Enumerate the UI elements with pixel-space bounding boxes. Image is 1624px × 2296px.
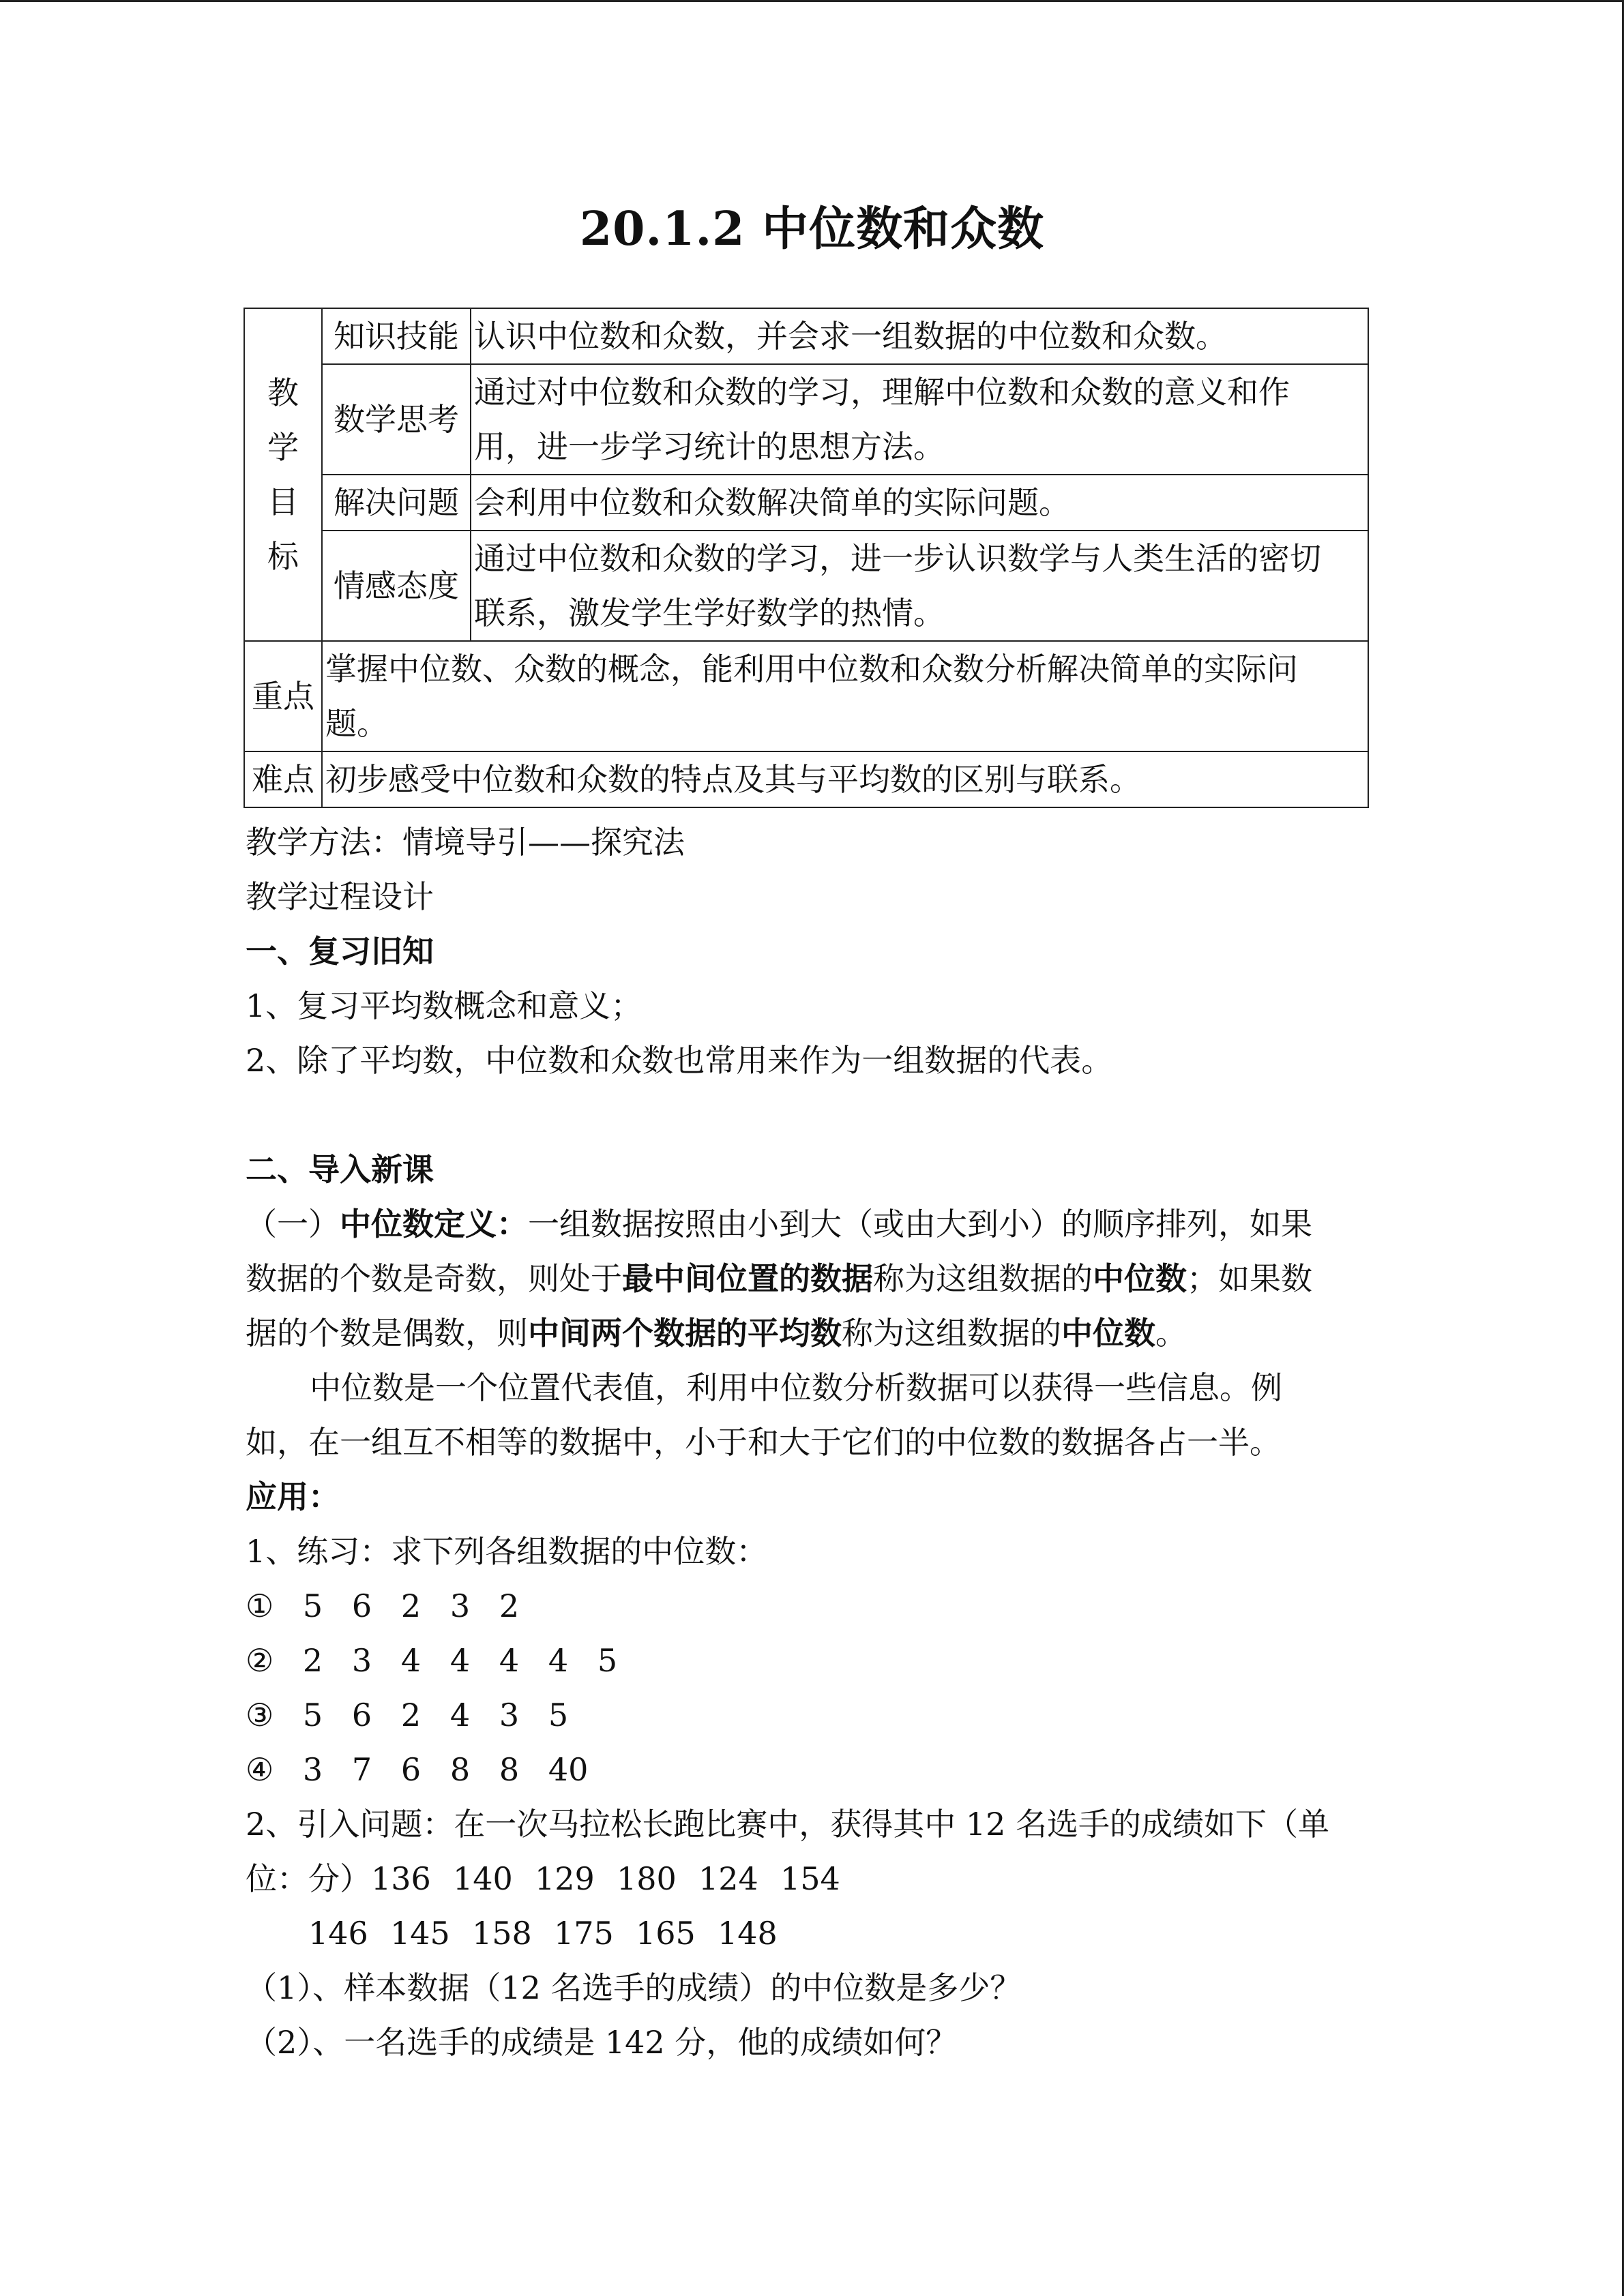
data-value: 5 (302, 1587, 323, 1624)
definition-text: 称为这组数据的 (873, 1260, 1093, 1297)
exercise-row (246, 1579, 1364, 1633)
definition-emphasis: 中位数 (1061, 1315, 1155, 1352)
page-border-top (0, 0, 1624, 2)
table-row (244, 475, 1368, 531)
key-point-line: 题。 (325, 705, 388, 742)
definition-text: 一组数据按照由小到大（或由大到小）的顺序排列，如果 (528, 1206, 1312, 1242)
table-row (244, 531, 1368, 641)
definition-text: 据的个数是偶数，则 (246, 1315, 528, 1352)
goal-content-line: 会利用中位数和众数解决简单的实际问题。 (474, 484, 1070, 521)
section-heading: 二、导入新课 (246, 1151, 434, 1188)
teaching-goals-table (243, 308, 1369, 808)
data-value: 3 (302, 1751, 323, 1788)
definition-emphasis: 中间两个数据的平均数 (528, 1315, 842, 1352)
circled-number: ③ (246, 1697, 274, 1733)
data-value: 6 (351, 1587, 372, 1624)
key-point-content (322, 641, 1368, 751)
teaching-method: 教学方法：情境导引——探究法 (246, 824, 685, 861)
definition-text: 数据的个数是奇数，则处于 (246, 1260, 622, 1297)
scores-row (246, 1906, 1364, 1960)
score-value: 180 (617, 1860, 677, 1897)
data-value: 8 (499, 1751, 520, 1788)
data-value: 5 (548, 1697, 569, 1733)
data-value: 2 (499, 1587, 520, 1624)
exercise-row (246, 1688, 1364, 1742)
table-row (244, 751, 1368, 807)
table-row (244, 308, 1368, 364)
score-value: 148 (718, 1915, 778, 1952)
side-char: 学 (267, 429, 299, 466)
definition-text: ；如果数 (1187, 1260, 1312, 1297)
key-point-label: 重点 (244, 641, 322, 751)
question-line: （2）、一名选手的成绩是 142 分，他的成绩如何？ (246, 2024, 958, 2061)
table-row (244, 641, 1368, 751)
definition-emphasis: 中位数 (1093, 1260, 1187, 1297)
score-value: 124 (698, 1860, 758, 1897)
goal-label: 数学思考 (322, 364, 471, 475)
process-heading: 教学过程设计 (246, 878, 434, 915)
exercise-title: 1、练习：求下列各组数据的中位数： (246, 1533, 768, 1570)
data-value: 5 (597, 1642, 618, 1679)
problem-line: 2、引入问题：在一次马拉松长跑比赛中，获得其中 12 名选手的成绩如下（单 (246, 1806, 1330, 1843)
definition-line (246, 1251, 1364, 1306)
score-value: 140 (453, 1860, 513, 1897)
goal-content-line: 认识中位数和众数，并会求一组数据的中位数和众数。 (474, 318, 1227, 355)
difficult-point-line: 初步感受中位数和众数的特点及其与平均数的区别与联系。 (325, 761, 1141, 798)
data-value: 4 (548, 1642, 569, 1679)
goal-label: 情感态度 (322, 531, 471, 641)
goal-content-line: 通过对中位数和众数的学习，理解中位数和众数的意义和作 (474, 374, 1290, 411)
circled-number: ② (246, 1642, 274, 1679)
section-heading: 一、复习旧知 (246, 933, 434, 970)
exercise-row (246, 1742, 1364, 1797)
definition-emphasis: 最中间位置的数据 (622, 1260, 873, 1297)
goal-content-line: 用，进一步学习统计的思想方法。 (474, 428, 945, 465)
question-line: （1）、样本数据（12 名选手的成绩）的中位数是多少？ (246, 1969, 1022, 2006)
apply-heading: 应用： (246, 1478, 340, 1515)
data-value: 2 (400, 1697, 422, 1733)
exercise-row (246, 1633, 1364, 1688)
data-value: 8 (449, 1751, 471, 1788)
goal-content (471, 364, 1368, 475)
data-value: 3 (351, 1642, 372, 1679)
key-point-line: 掌握中位数、众数的概念，能利用中位数和众数分析解决简单的实际问 (325, 651, 1298, 687)
list-item: 1、复习平均数概念和意义； (246, 987, 643, 1024)
table-row (244, 364, 1368, 475)
goal-content-line: 通过中位数和众数的学习，进一步认识数学与人类生活的密切 (474, 540, 1321, 577)
data-value: 4 (449, 1697, 471, 1733)
data-value: 2 (302, 1642, 323, 1679)
definition-text: （一） (246, 1206, 340, 1242)
goal-content (471, 475, 1368, 531)
side-char: 标 (267, 538, 299, 575)
explain-line: 中位数是一个位置代表值，利用中位数分析数据可以获得一些信息。例 (310, 1369, 1282, 1406)
data-value: 2 (400, 1587, 422, 1624)
data-value: 7 (351, 1751, 372, 1788)
data-value: 4 (499, 1642, 520, 1679)
score-value: 129 (535, 1860, 595, 1897)
score-value: 175 (554, 1915, 614, 1952)
goal-content (471, 308, 1368, 364)
definition-line (246, 1197, 1364, 1251)
score-value: 136 (371, 1860, 431, 1897)
difficult-point-content (322, 751, 1368, 807)
score-value: 145 (390, 1915, 450, 1952)
data-value: 4 (400, 1642, 422, 1679)
goals-side-label (244, 308, 322, 641)
document-body (246, 815, 1364, 2070)
goal-content-line: 联系，激发学生学好数学的热情。 (474, 595, 945, 631)
goal-label: 解决问题 (322, 475, 471, 531)
score-value: 158 (472, 1915, 532, 1952)
unit-label: 位：分） (246, 1860, 371, 1897)
data-value: 4 (449, 1642, 471, 1679)
definition-line (246, 1306, 1364, 1360)
data-value: 3 (449, 1587, 471, 1624)
definition-text: 称为这组数据的 (842, 1315, 1061, 1352)
blank-line (246, 1088, 1364, 1142)
goal-label: 知识技能 (322, 308, 471, 364)
data-value: 6 (400, 1751, 422, 1788)
circled-number: ④ (246, 1751, 274, 1788)
side-char: 教 (267, 374, 299, 411)
circled-number: ① (246, 1587, 274, 1624)
data-value: 6 (351, 1697, 372, 1733)
data-value: 5 (302, 1697, 323, 1733)
difficult-point-label: 难点 (244, 751, 322, 807)
goal-content (471, 531, 1368, 641)
data-value: 40 (548, 1751, 589, 1788)
score-value: 165 (636, 1915, 696, 1952)
score-value: 154 (780, 1860, 840, 1897)
scores-row (246, 1851, 1364, 1906)
data-value: 3 (499, 1697, 520, 1733)
score-value: 146 (308, 1915, 368, 1952)
list-item: 2、除了平均数，中位数和众数也常用来作为一组数据的代表。 (246, 1042, 1113, 1079)
side-char: 目 (267, 483, 299, 520)
explain-line: 如，在一组互不相等的数据中，小于和大于它们的中位数的数据各占一半。 (246, 1424, 1281, 1461)
definition-term: 中位数定义： (340, 1206, 528, 1242)
definition-text: 。 (1155, 1315, 1187, 1352)
page-title: 20.1.2 中位数和众数 (579, 202, 1045, 256)
